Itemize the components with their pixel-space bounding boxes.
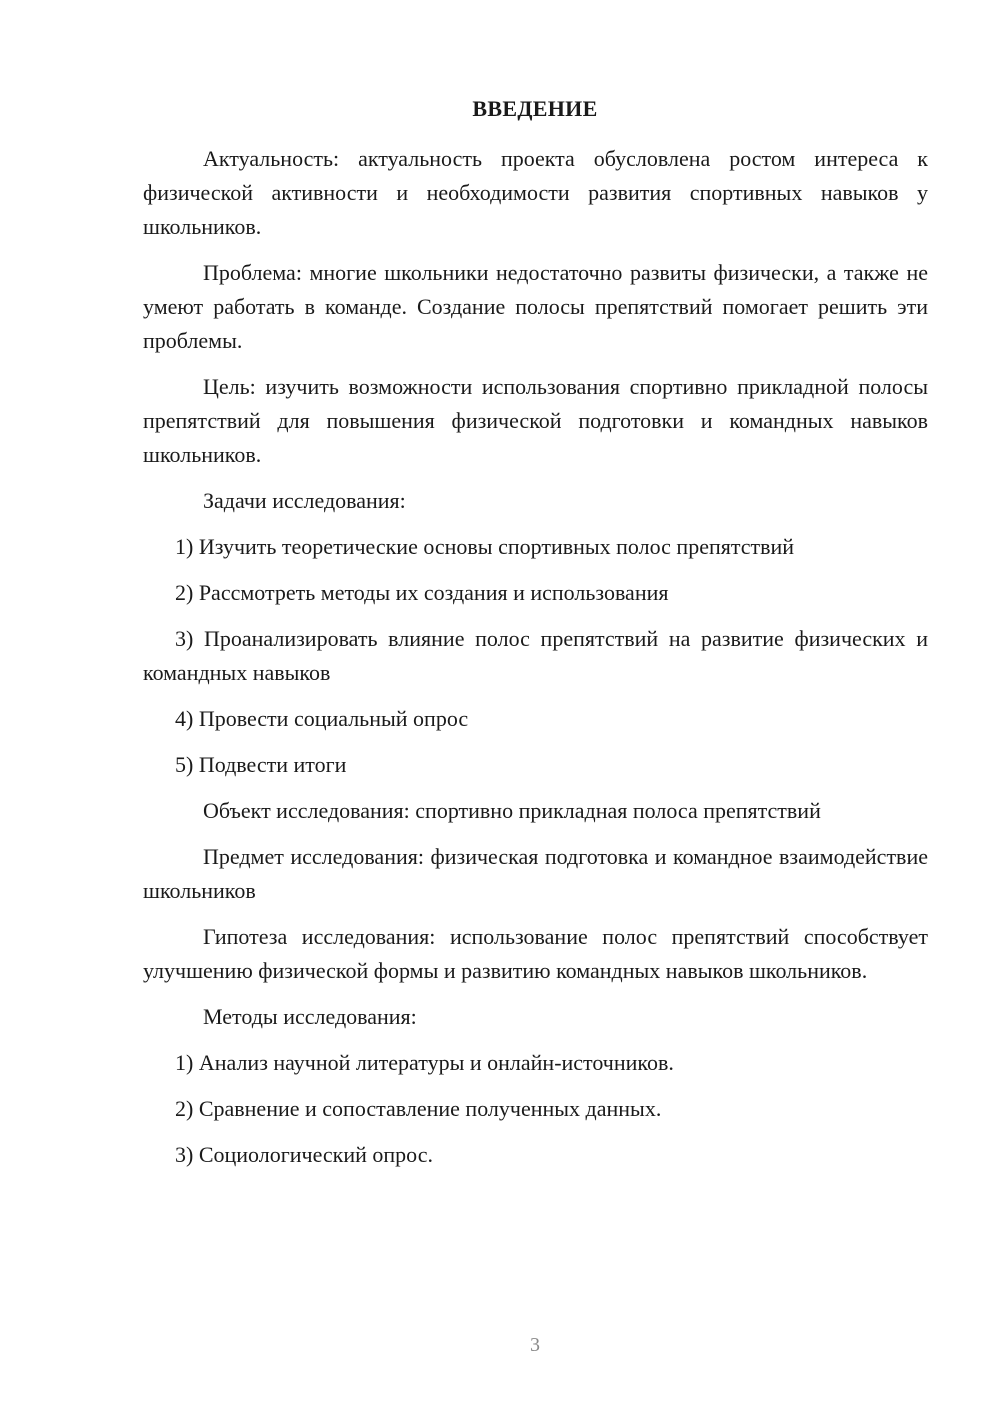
- problem-paragraph: Проблема: многие школьники недостаточно развиты физически, а также не умеют работать в команде. Создание полосы препятствий помогает решить эти проблемы.: [143, 260, 928, 353]
- methods-list: [143, 1046, 928, 1172]
- list-item: 5) Подвести итоги: [175, 752, 347, 777]
- list-item: 1) Анализ научной литературы и онлайн-источников.: [175, 1050, 674, 1075]
- document-body: [143, 142, 928, 1184]
- object-paragraph: Объект исследования: спортивно прикладная полоса препятствий: [203, 798, 821, 823]
- page-title: ВВЕДЕНИЕ: [472, 96, 598, 121]
- hypothesis-paragraph: Гипотеза исследования: использование полос препятствий способствует улучшению физической формы и развитию командных навыков школьников.: [143, 924, 928, 983]
- subject-paragraph: Предмет исследования: физическая подготовка и командное взаимодействие школьников: [143, 844, 928, 903]
- list-item: 4) Провести социальный опрос: [175, 706, 469, 731]
- methods-heading: Методы исследования:: [203, 1004, 417, 1029]
- list-item: 2) Рассмотреть методы их создания и использования: [175, 580, 669, 605]
- goal-paragraph: Цель: изучить возможности использования спортивно прикладной полосы препятствий для повышения физической подготовки и командных навыков школьников.: [143, 374, 928, 467]
- tasks-list: [143, 530, 928, 782]
- page-number: 3: [530, 1334, 540, 1356]
- list-item: 2) Сравнение и сопоставление полученных данных.: [175, 1096, 662, 1121]
- relevance-paragraph: Актуальность: актуальность проекта обусловлена ростом интереса к физической активности и необходимости развития спортивных навыков у школьников.: [143, 146, 928, 239]
- list-item: 1) Изучить теоретические основы спортивных полос препятствий: [175, 534, 795, 559]
- list-item: 3) Проанализировать влияние полос препятствий на развитие физических и командных навыков: [143, 626, 928, 685]
- tasks-heading: Задачи исследования:: [203, 488, 406, 513]
- list-item: 3) Социологический опрос.: [175, 1142, 433, 1167]
